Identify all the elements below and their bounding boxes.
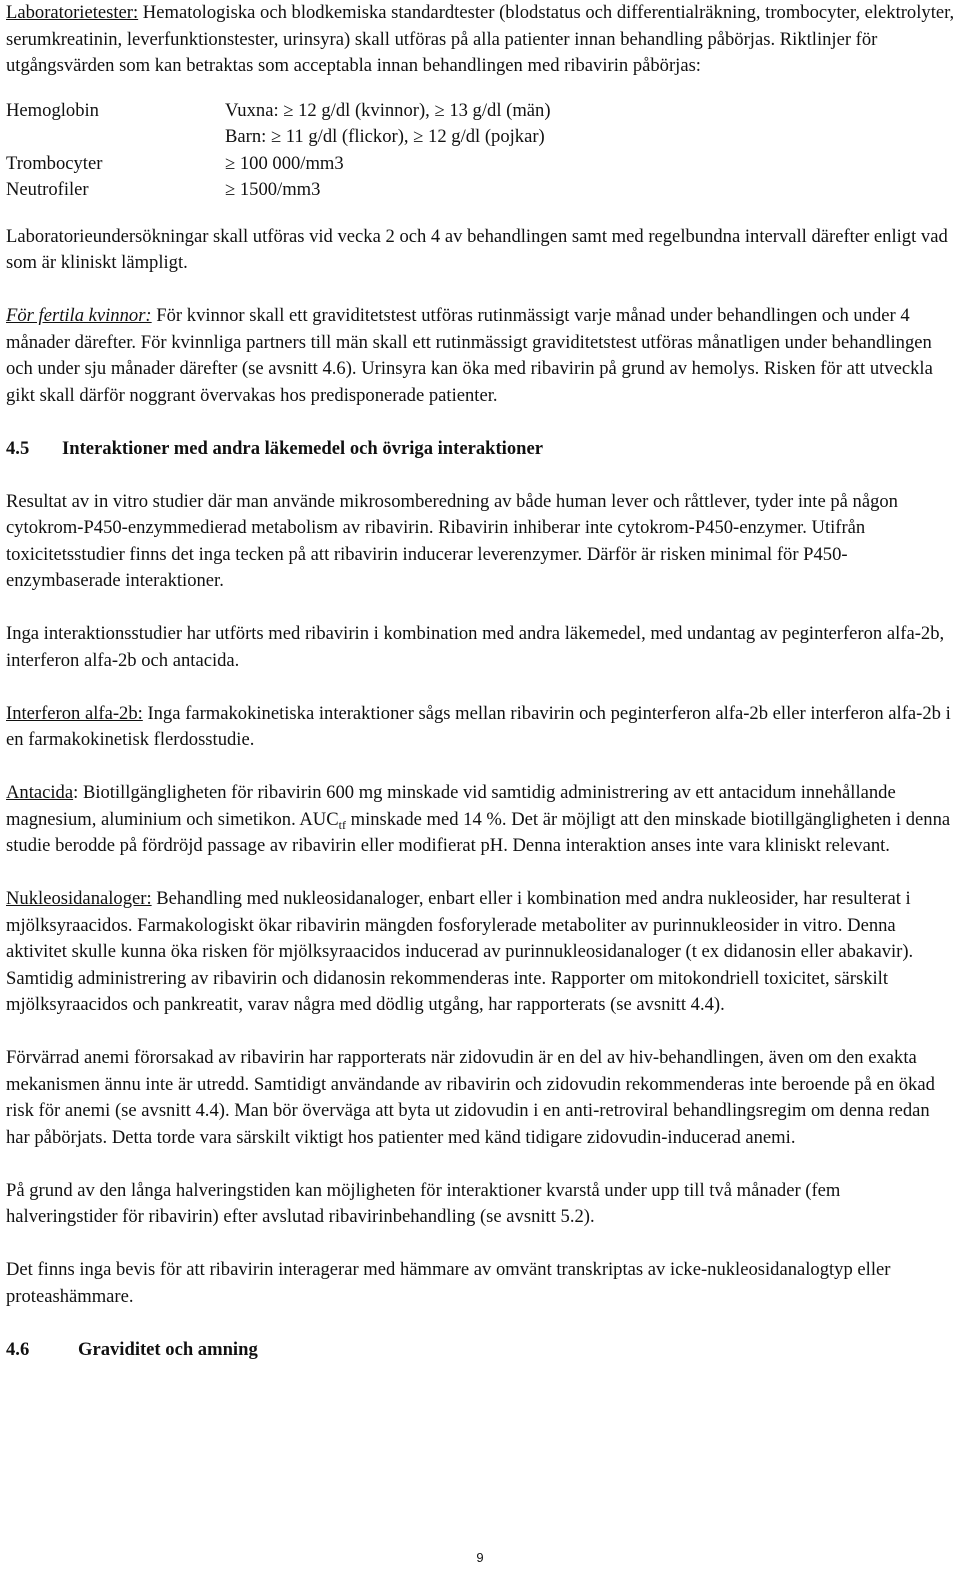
section-number: 4.6 [6,1338,30,1360]
lab-value: Barn: ≥ 11 g/dl (flickor), ≥ 12 g/dl (pojkar) [225,126,545,147]
lab-value: ≥ 100 000/mm3 [225,152,344,174]
nnrti-paragraph: Det finns inga bevis för att ribavirin interagerar med hämmare av omvänt transkriptas av icke-nukleosidanalogtyp eller proteashämmare. [6,1259,891,1307]
lab-name [6,124,225,151]
fertile-women-text: För kvinnor skall ett graviditetstest utföras rutinmässigt varje månad under behandlingen och under 4 månader därefter. För kvinnliga partners till män skall ett rutinmässigt graviditetstest utföras månatligen under behandlingen och under sju månader därefter (se avsnitt 4.6). Urinsyra kan öka med ribavirin på grund av hemolys. Risken för att utveckla gikt skall därför noggrant övervakas hos predisponerade patienter. [6,305,933,406]
zidovudin-paragraph: Förvärrad anemi förorsakad av ribavirin har rapporterats när zidovudin är en del av hiv-behandlingen, även om den exakta mekanismen ännu inte är utredd. Samtidigt användande av ribavirin och zidovudin rekommenderas inte beroende på en ökad risk för anemi (se avsnitt 4.4). Man bör överväga att byta ut zidovudin i en anti-retroviral behandlingsregim om denna redan har påbörjats. Detta torde vara särskilt viktigt hos patienter med känd tidigare zidovudin-inducerad anemi. [6,1047,935,1148]
section-title: Graviditet och amning [78,1338,258,1360]
no-interaction-studies-paragraph: Inga interaktionsstudier har utförts med ribavirin i kombination med andra läkemedel, med undantag av peginterferon alfa-2b, interferon alfa-2b och antacida. [6,623,945,671]
lab-row-hemoglobin [6,98,956,125]
lab-row-neutrofiler [6,177,956,204]
lab-followup-paragraph: Laboratorieundersökningar skall utföras vid vecka 2 och 4 av behandlingen samt med regelbundna intervall därefter enligt vad som är kliniskt lämpligt. [6,225,948,273]
section-heading-4-5 [6,436,956,463]
nucleoside-label: Nukleosidanaloger: [6,888,152,909]
antacida-label: Antacida [6,782,74,803]
lab-reference-table [6,98,956,204]
nucleoside-text: Behandling med nukleosidanaloger, enbart eller i kombination med andra nukleosider, har resulterat i mjölksyraacidos. Farmakologiskt ökar ribavirin mängden fosforylerade metaboliter av purinnukleosider in vitro. Denna aktivitet skulle kunna öka risken för mjölksyraacidos inducerad av purinnukleosidanaloger (t ex didanosin eller abakavir). Samtidig administrering av ribavirin och didanosin rekommenderas inte. Rapporter om mitokondriell toxicitet, särskilt mjölksyraacidos och pankreatit, varav några med dödlig utgång, har rapporterats (se avsnitt 4.4). [6,888,914,1015]
lab-name: Neutrofiler [6,179,89,200]
antacida-text-b: minskade med 14 %. Det är möjligt att den minskade biotillgängligheten i denna studie berodde på fördröjd passage av ribavirin eller modifierat pH. Denna interaktion anses inte vara kliniskt relevant. [6,808,951,856]
page-number: 9 [476,1550,484,1565]
in-vitro-paragraph: Resultat av in vitro studier där man använde mikrosomberedning av både human lever och råttlever, tyder inte på någon cytokrom-P450-enzymmedierad metabolism av ribavirin. Ribavirin inhiberar inte cytokrom-P450-enzymer. Utifrån toxicitetsstudier finns det inga tecken på att ribavirin inducerar leverenzymer. Därför är risken minimal för P450-enzymbaserade interaktioner. [6,490,898,591]
lab-row-trombocyter [6,151,956,178]
document-page [6,0,956,1390]
antacida-text-a: : Biotillgängligheten för ribavirin 600 mg minskade vid samtidig administrering av ett antacidum innehållande magnesium, aluminium och simetikon. AUC [6,782,896,830]
lab-row-hemoglobin-children [6,124,956,151]
lab-tests-text: Hematologiska och blodkemiska standardtester (blodstatus och differentialräkning, trombocyter, elektrolyter, serumkreatinin, leverfunktionstester, urinsyra) skall utföras på alla patienter innan behandling påbörjas. Riktlinjer för utgångsvärden som kan betraktas som acceptabla innan behandlingen med ribavirin påbörjas: [6,2,955,76]
section-number: 4.5 [6,437,30,459]
nucleoside-paragraph [6,886,956,1019]
auc-subscript: tf [338,817,346,832]
interferon-label: Interferon alfa-2b: [6,702,143,724]
lab-value: Vuxna: ≥ 12 g/dl (kvinnor), ≥ 13 g/dl (män) [225,99,551,121]
lab-tests-paragraph [6,0,956,80]
lab-value: ≥ 1500/mm3 [225,179,321,200]
section-title: Interaktioner med andra läkemedel och övriga interaktioner [62,437,543,459]
half-life-paragraph: På grund av den långa halveringstiden kan möjligheten för interaktioner kvarstå under upp till två månader (fem halveringstider för ribavirin) efter avslutad ribavirinbehandling (se avsnitt 5.2). [6,1179,841,1227]
interferon-text: Inga farmakokinetiska interaktioner sågs mellan ribavirin och peginterferon alfa-2b eller interferon alfa-2b i en farmakokinetisk flerdosstudie. [6,702,951,750]
interferon-paragraph [6,701,956,754]
lab-name: Trombocyter [6,152,103,174]
lab-tests-label: Laboratorietester: [6,2,139,23]
fertile-women-paragraph [6,303,956,409]
antacida-paragraph [6,780,956,860]
lab-name: Hemoglobin [6,99,99,121]
section-heading-4-6 [6,1337,956,1364]
fertile-women-label: För fertila kvinnor: [6,305,152,326]
